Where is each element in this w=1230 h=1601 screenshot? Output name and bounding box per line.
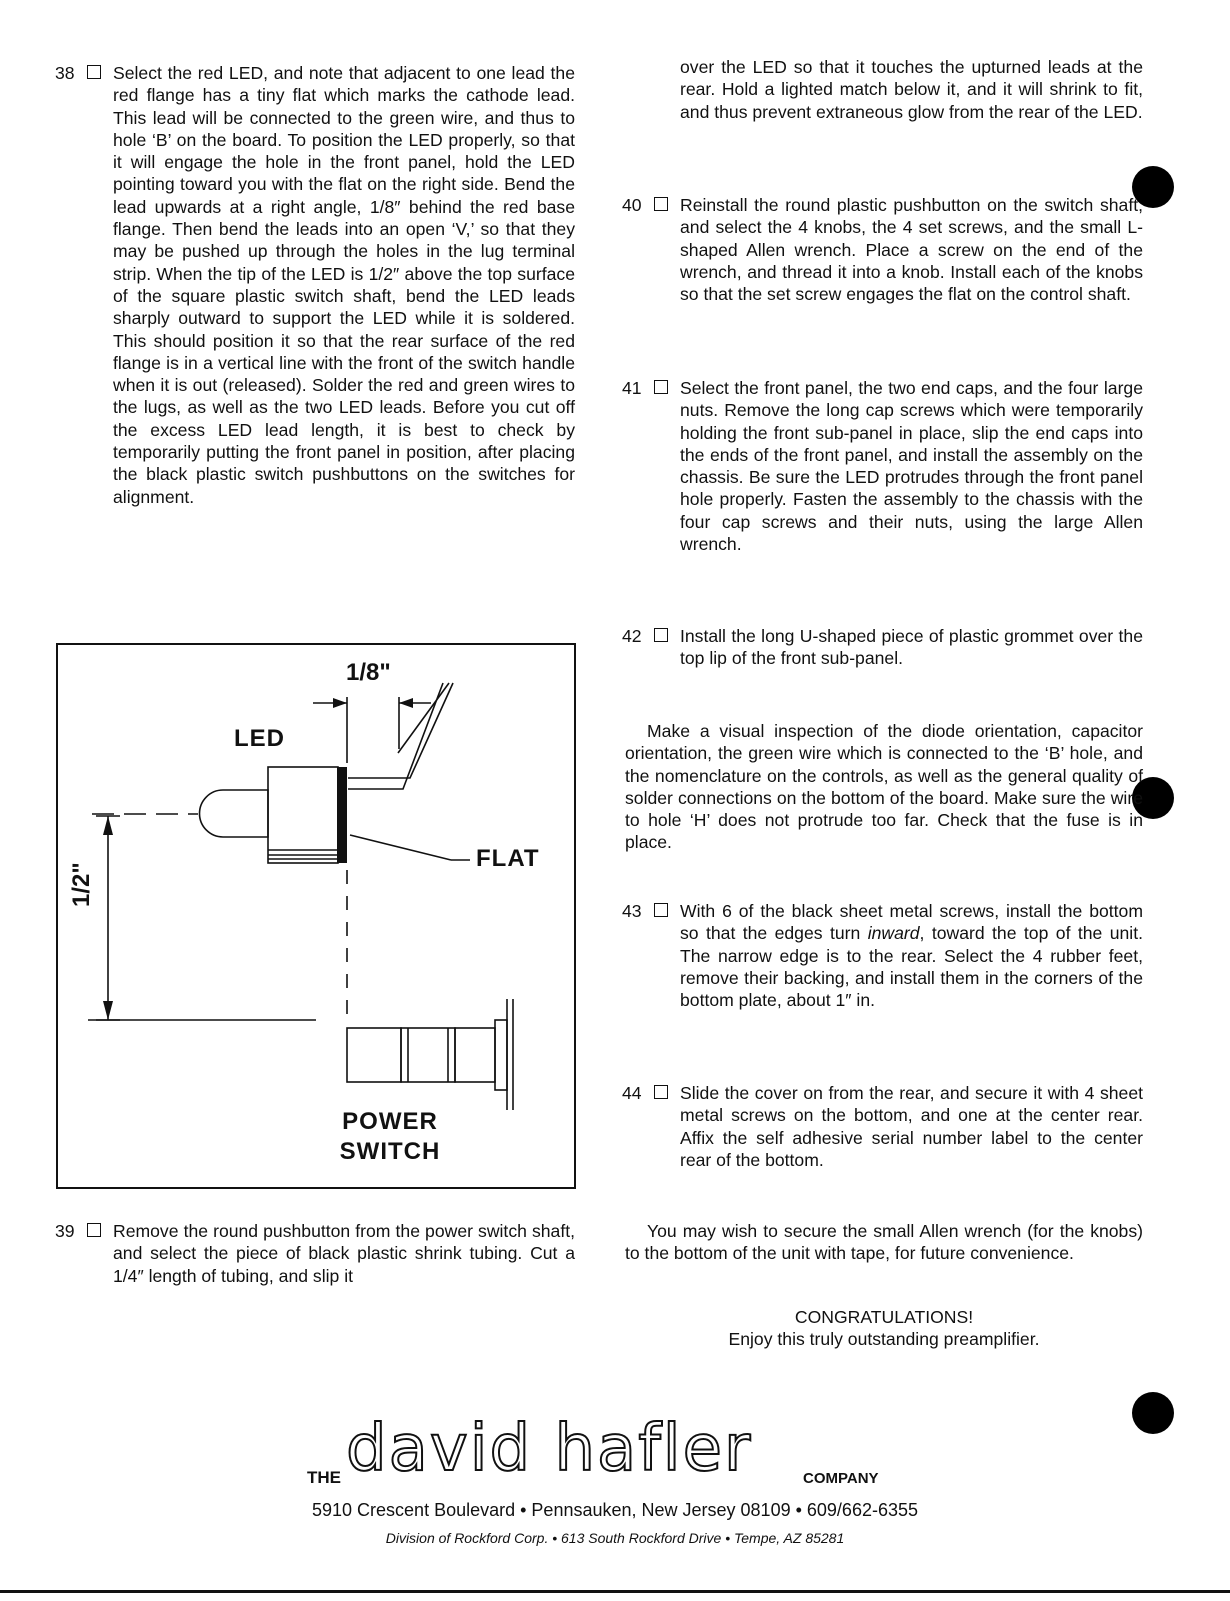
switch-label-line2: SWITCH (339, 1138, 441, 1165)
allen-wrench-note: You may wish to secure the small Allen wrench (for the knobs) to the bottom of the unit with tape, for future convenience. (625, 1221, 1143, 1264)
congratulations (625, 1306, 1143, 1351)
led-mounting-diagram (58, 645, 578, 1191)
step-text: Reinstall the round plastic pushbutton on the switch shaft, and select the 4 knobs, the 4 set screws, and the small L-shaped Allen wrench. Place a screw on the end of the wrench, and thread it into a knob. Install each of the knobs so that the set screw engages the flat on the control shaft. (680, 195, 1143, 305)
step-checkbox[interactable] (654, 1085, 668, 1099)
switch-label-line1: POWER (342, 1108, 438, 1135)
company-division: Division of Rockford Corp. • 613 South Rockford Drive • Tempe, AZ 85281 (385, 1530, 845, 1546)
step-39 (55, 1220, 575, 1287)
step-number: 40 (622, 195, 642, 215)
step-43 (622, 900, 1143, 1011)
dim-arrow-left (333, 698, 347, 708)
led-flange (268, 767, 338, 863)
dim-arrow-up (103, 816, 113, 835)
emphasis-inward: inward (867, 923, 920, 944)
step-text: Select the front panel, the two end caps, and the four large nuts. Remove the long cap screws which were temporarily holding the front sub-panel in place, slip the end caps into the ends of the front panel, and install the assembly on the chassis. Be sure the LED protrudes through the front panel hole properly. Fasten the assembly to the chassis with the four cap screws and their nuts, using the large Allen wrench. (680, 378, 1143, 555)
dim-arrow-right (399, 698, 413, 708)
company-address: 5910 Crescent Boulevard • Pennsauken, New Jersey 08109 • 609/662-6355 (312, 1500, 918, 1520)
step-checkbox[interactable] (654, 903, 668, 917)
switch-collar (495, 1020, 507, 1090)
inspection-paragraph: Make a visual inspection of the diode orientation, capacitor orientation, the green wire which is connected to the ‘B’ hole, and the nomenclature on the controls, as well as the general quality of solder connections on the bottom of the board. Make sure the wire to hole ‘H’ does not protrude too far. Check that the fuse is in place. (625, 721, 1143, 853)
step-number: 39 (55, 1221, 75, 1241)
congratulations-line: Enjoy this truly outstanding preamplifier. (728, 1329, 1040, 1350)
flat-label: FLAT (476, 845, 540, 872)
step-number: 41 (622, 378, 642, 398)
flat-pointer (350, 835, 451, 860)
dim-label-eighth: 1/8" (346, 659, 391, 686)
led-label: LED (234, 725, 285, 752)
step-checkbox[interactable] (654, 628, 668, 642)
step-checkbox[interactable] (654, 197, 668, 211)
company-logo (0, 1412, 1230, 1488)
switch-handle (347, 1028, 401, 1082)
logo-name: david hafler (346, 1412, 753, 1486)
step-38 (55, 62, 575, 508)
step-number: 42 (622, 626, 642, 646)
logo-the: THE (307, 1468, 341, 1487)
led-mounting-figure (56, 643, 576, 1189)
step-checkbox[interactable] (87, 65, 101, 79)
dim-arrow-down (103, 1001, 113, 1020)
step-text: Remove the round pushbutton from the power switch shaft, and select the piece of black plastic shrink tubing. Cut a 1/4″ length of tubing, and slip it (113, 1221, 575, 1286)
step-42 (622, 625, 1143, 670)
step-checkbox[interactable] (654, 380, 668, 394)
step-number: 38 (55, 63, 75, 83)
flat-marking (337, 767, 347, 863)
logo-company: COMPANY (803, 1470, 879, 1487)
led-dome (200, 790, 269, 837)
step-text: Slide the cover on from the rear, and secure it with 4 sheet metal screws on the bottom, and one at the center rear. Affix the self adhesive serial number label to the center rear of the bottom. (680, 1083, 1143, 1170)
step-text: With 6 of the black sheet metal screws, install the bottom so that the edges turn inward, toward the top of the unit. The narrow edge is to the rear. Select the 4 rubber feet, remove their backing, and install them in the corners of the bottom plate, about 1″ in. (680, 901, 1143, 1011)
power-switch-label (320, 1107, 460, 1167)
step-text: over the LED so that it touches the upturned leads at the rear. Hold a lighted match below it, and it will shrink to fit, and thus prevent extraneous glow from the rear of the LED. (680, 57, 1143, 122)
step-checkbox[interactable] (87, 1223, 101, 1237)
step-41 (622, 377, 1143, 555)
step-number: 44 (622, 1083, 642, 1103)
step-40 (622, 194, 1143, 305)
step-text: Select the red LED, and note that adjacent to one lead the red flange has a tiny flat which marks the cathode lead. This lead will be connected to the green wire, and thus to hole ‘B’ on the board. To position the LED properly, so that it will engage the hole in the front panel, hold the LED pointing toward you with the flat on the right side. Bend the lead upwards at a right angle, 1/8″ behind the red base flange. Then bend the leads into an open ‘V,’ so that they may be pushed up through the holes in the lug terminal strip. When the tip of the LED is 1/2″ above the top surface of the square plastic switch shaft, bend the LED leads sharply outward to support the LED while it is soldered. This should position it so that the rear surface of the red flange is in a vertical line with the front of the switch handle when it is out (released). Solder the red and green wires to the lugs, as well as the two LED leads. Before you cut off the excess LED lead length, it is best to check by temporarily putting the front panel in position, after placing the black plastic switch pushbuttons on the switches for alignment. (113, 63, 575, 507)
bottom-rule (0, 1590, 1230, 1593)
dim-label-half: 1/2" (68, 862, 95, 907)
step-number: 43 (622, 901, 642, 921)
step-44 (622, 1082, 1143, 1171)
congratulations-title: CONGRATULATIONS! (794, 1307, 974, 1327)
step-39-continued (622, 56, 1143, 123)
step-text: Install the long U-shaped piece of plastic grommet over the top lip of the front sub-panel. (680, 626, 1143, 669)
